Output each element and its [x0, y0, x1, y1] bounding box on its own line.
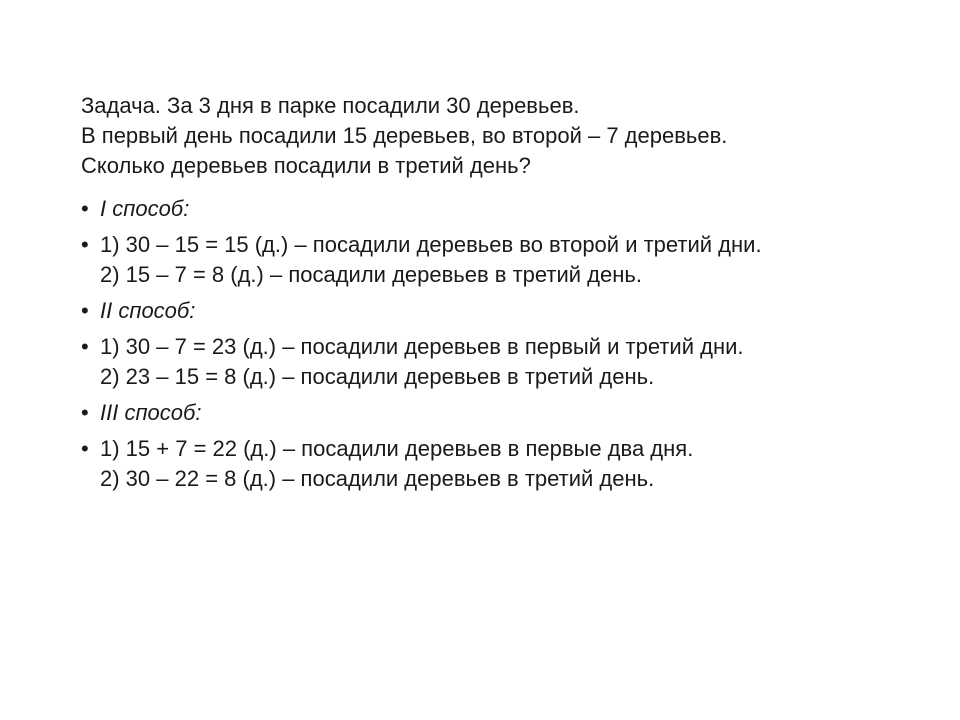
method-3-steps	[81, 434, 921, 494]
step-line: 2) 15 – 7 = 8 (д.) – посадили деревьев в третий день.	[100, 262, 642, 287]
method-name: III способ	[100, 400, 196, 425]
method-colon: :	[195, 400, 202, 425]
method-2-heading	[81, 296, 921, 326]
task-line: Сколько деревьев посадили в третий день?	[81, 153, 531, 178]
method-colon: :	[183, 196, 190, 221]
method-2-steps	[81, 332, 921, 392]
method-1-steps	[81, 230, 921, 290]
step-line: 2) 23 – 15 = 8 (д.) – посадили деревьев в третий день.	[100, 364, 655, 389]
step-line: 2) 30 – 22 = 8 (д.) – посадили деревьев в третий день.	[100, 466, 655, 491]
task-line: В первый день посадили 15 деревьев, во второй – 7 деревьев.	[81, 123, 728, 148]
solution-list	[81, 194, 921, 500]
task-statement	[81, 91, 921, 181]
method-name: I способ	[100, 196, 184, 221]
method-1-heading	[81, 194, 921, 224]
method-colon: :	[189, 298, 196, 323]
task-line: Задача. За 3 дня в парке посадили 30 деревьев.	[81, 93, 580, 118]
step-line: • 1) 30 – 7 = 23 (д.) – посадили деревьев в первый и третий дни.	[100, 334, 744, 359]
method-3-heading	[81, 398, 921, 428]
step-line: • 1) 15 + 7 = 22 (д.) – посадили деревьев в первые два дня.	[100, 436, 694, 461]
method-name: II способ	[100, 298, 190, 323]
step-line: • 1) 30 – 15 = 15 (д.) – посадили деревьев во второй и третий дни.	[100, 232, 762, 257]
